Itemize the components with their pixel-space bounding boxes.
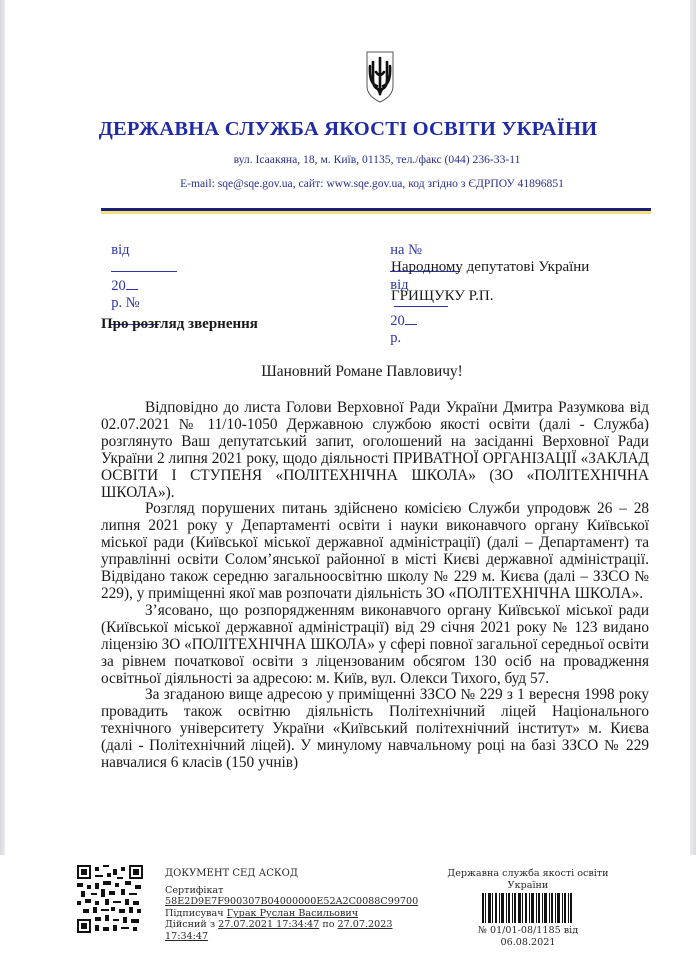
incoming-registration xyxy=(383,225,460,347)
page-edge-right xyxy=(690,0,696,960)
org-title: ДЕРЖАВНА СЛУЖБА ЯКОСТІ ОСВІТИ УКРАЇНИ xyxy=(98,118,598,140)
signer-label: Підписувач xyxy=(165,907,224,919)
body-paragraph: Розгляд порушених питань здійснено комісією Служби упродовж 26 – 28 липня 2021 року у Департаменті освіти і науки виконавчого органу Київської міської ради (Київської міської державної адміністрації) (далі – Департамент) та управлінні освіти Солом’янської районної в місті Києві державної адміністрації. Відвідано також середню загальноосвітню школу № 229 м. Києва (далі – ЗЗСО № 229), у приміщенні якої мав розпочати діяльність ЗО «ПОЛІТЕХНІЧНА ШКОЛА». xyxy=(101,500,649,602)
recipient-title: Народному депутатові України xyxy=(391,259,590,275)
signature-system-title: ДОКУМЕНТ СЕД АСКОД xyxy=(165,868,298,879)
reg-to-from-label: від xyxy=(390,277,409,293)
reg-to-year-blank xyxy=(405,312,417,325)
document-footer xyxy=(0,855,696,960)
e-signature-stamp xyxy=(165,868,418,943)
salutation: Шановний Романе Павловичу! xyxy=(261,363,463,380)
reg-date-blank xyxy=(111,259,177,272)
letter-body xyxy=(101,400,649,772)
reg-number-label: р. № xyxy=(111,295,140,311)
reg-from-label: від xyxy=(111,242,130,258)
reg-year-blank xyxy=(126,277,138,290)
stamp-org-line1: Державна служба якості освіти xyxy=(447,868,609,879)
barcode-icon xyxy=(482,893,574,923)
valid-to-date-link[interactable]: 27.07.2023 xyxy=(337,919,393,931)
reg-year-prefix: 20 xyxy=(111,278,126,294)
valid-to-time-link[interactable]: 17:34:47 xyxy=(165,930,209,942)
valid-from-link[interactable]: 27.07.2021 17:34:47 xyxy=(218,919,320,931)
org-contacts: E-mail: sqe@sqe.gov.ua, сайт: www.sqe.gov.ua, код згідно з ЄДРПОУ 41896851 xyxy=(180,177,564,190)
org-address: вул. Ісаакяна, 18, м. Київ, 01135, тел./факс (044) 236-33-11 xyxy=(233,153,521,166)
page-edge-left xyxy=(0,0,5,960)
certificate-label: Сертифікат xyxy=(165,884,224,896)
stamp-org-line2: України xyxy=(507,879,549,891)
letter-subject: Про розгляд звернення xyxy=(101,316,258,332)
signer-row xyxy=(165,908,418,920)
reg-to-year-suffix: р. xyxy=(390,330,402,346)
reg-to-no-label: на № xyxy=(390,242,422,258)
signer-name-link[interactable]: Гурак Руслан Васильович xyxy=(226,907,359,919)
reg-to-year-prefix: 20 xyxy=(390,313,405,329)
certificate-id-link[interactable]: 58E2D9E7F900307B04000000E52A2C0088C99700 xyxy=(165,896,419,908)
recipient-name: ГРИЩУКУ Р.П. xyxy=(391,288,494,304)
valid-to-label: по xyxy=(322,919,335,931)
registration-date: 06.08.2021 xyxy=(500,936,556,948)
body-paragraph: З’ясовано, що розпорядженням виконавчого органу Київської міської ради (Київської міської державної адміністрації) від 29 січня 2021 року № 123 видано ліцензію ЗО «ПОЛІТЕХНІЧНА ШКОЛА» у сфері повної загальної середньої освіти за рівнем початкової освіти з ліцензованим обсягом 130 осіб на провадження освітньої діяльності за адресою: м. Київ, вул. Олекси Тихого, буд 57. xyxy=(101,601,649,687)
qr-code-icon[interactable] xyxy=(77,865,143,933)
valid-from-label: Дійсний з xyxy=(165,919,216,931)
outgoing-registration xyxy=(104,225,177,330)
coat-of-arms-trident-icon xyxy=(365,50,395,104)
body-paragraph: За згаданою вище адресою у приміщенні ЗЗСО № 229 з 1 вересня 1998 року провадить також освітню діяльність Політехнічний ліцей Національного технічного університету України «Київський політехнічний інститут» м. Києва (далі - Політехнічний ліцей). У минулому навчальному році на базі ЗЗСО № 229 навчалися 6 класів (150 учнів) xyxy=(101,686,649,772)
registration-stamp xyxy=(440,868,616,948)
registration-number: № 01/01-08/1185 від xyxy=(477,925,579,937)
header-divider-yellow xyxy=(101,211,651,214)
body-paragraph: Відповідно до листа Голови Верховної Ради України Дмитра Разумкова від 02.07.2021 № 11/10-1050 Державною службою якості освіти (далі - Служба) розглянуто Ваш депутатський запит, оголошений на засіданні Верховної Ради України 2 липня 2021 року, щодо діяльності ПРИВАТНОЇ ОРГАНІЗАЦІЇ «ЗАКЛАД ОСВІТИ І СТУПЕНЯ «ПОЛІТЕХНІЧНА ШКОЛА» (ЗО «ПОЛІТЕХНІЧНА ШКОЛА»). xyxy=(101,399,649,501)
validity-row xyxy=(165,919,418,931)
